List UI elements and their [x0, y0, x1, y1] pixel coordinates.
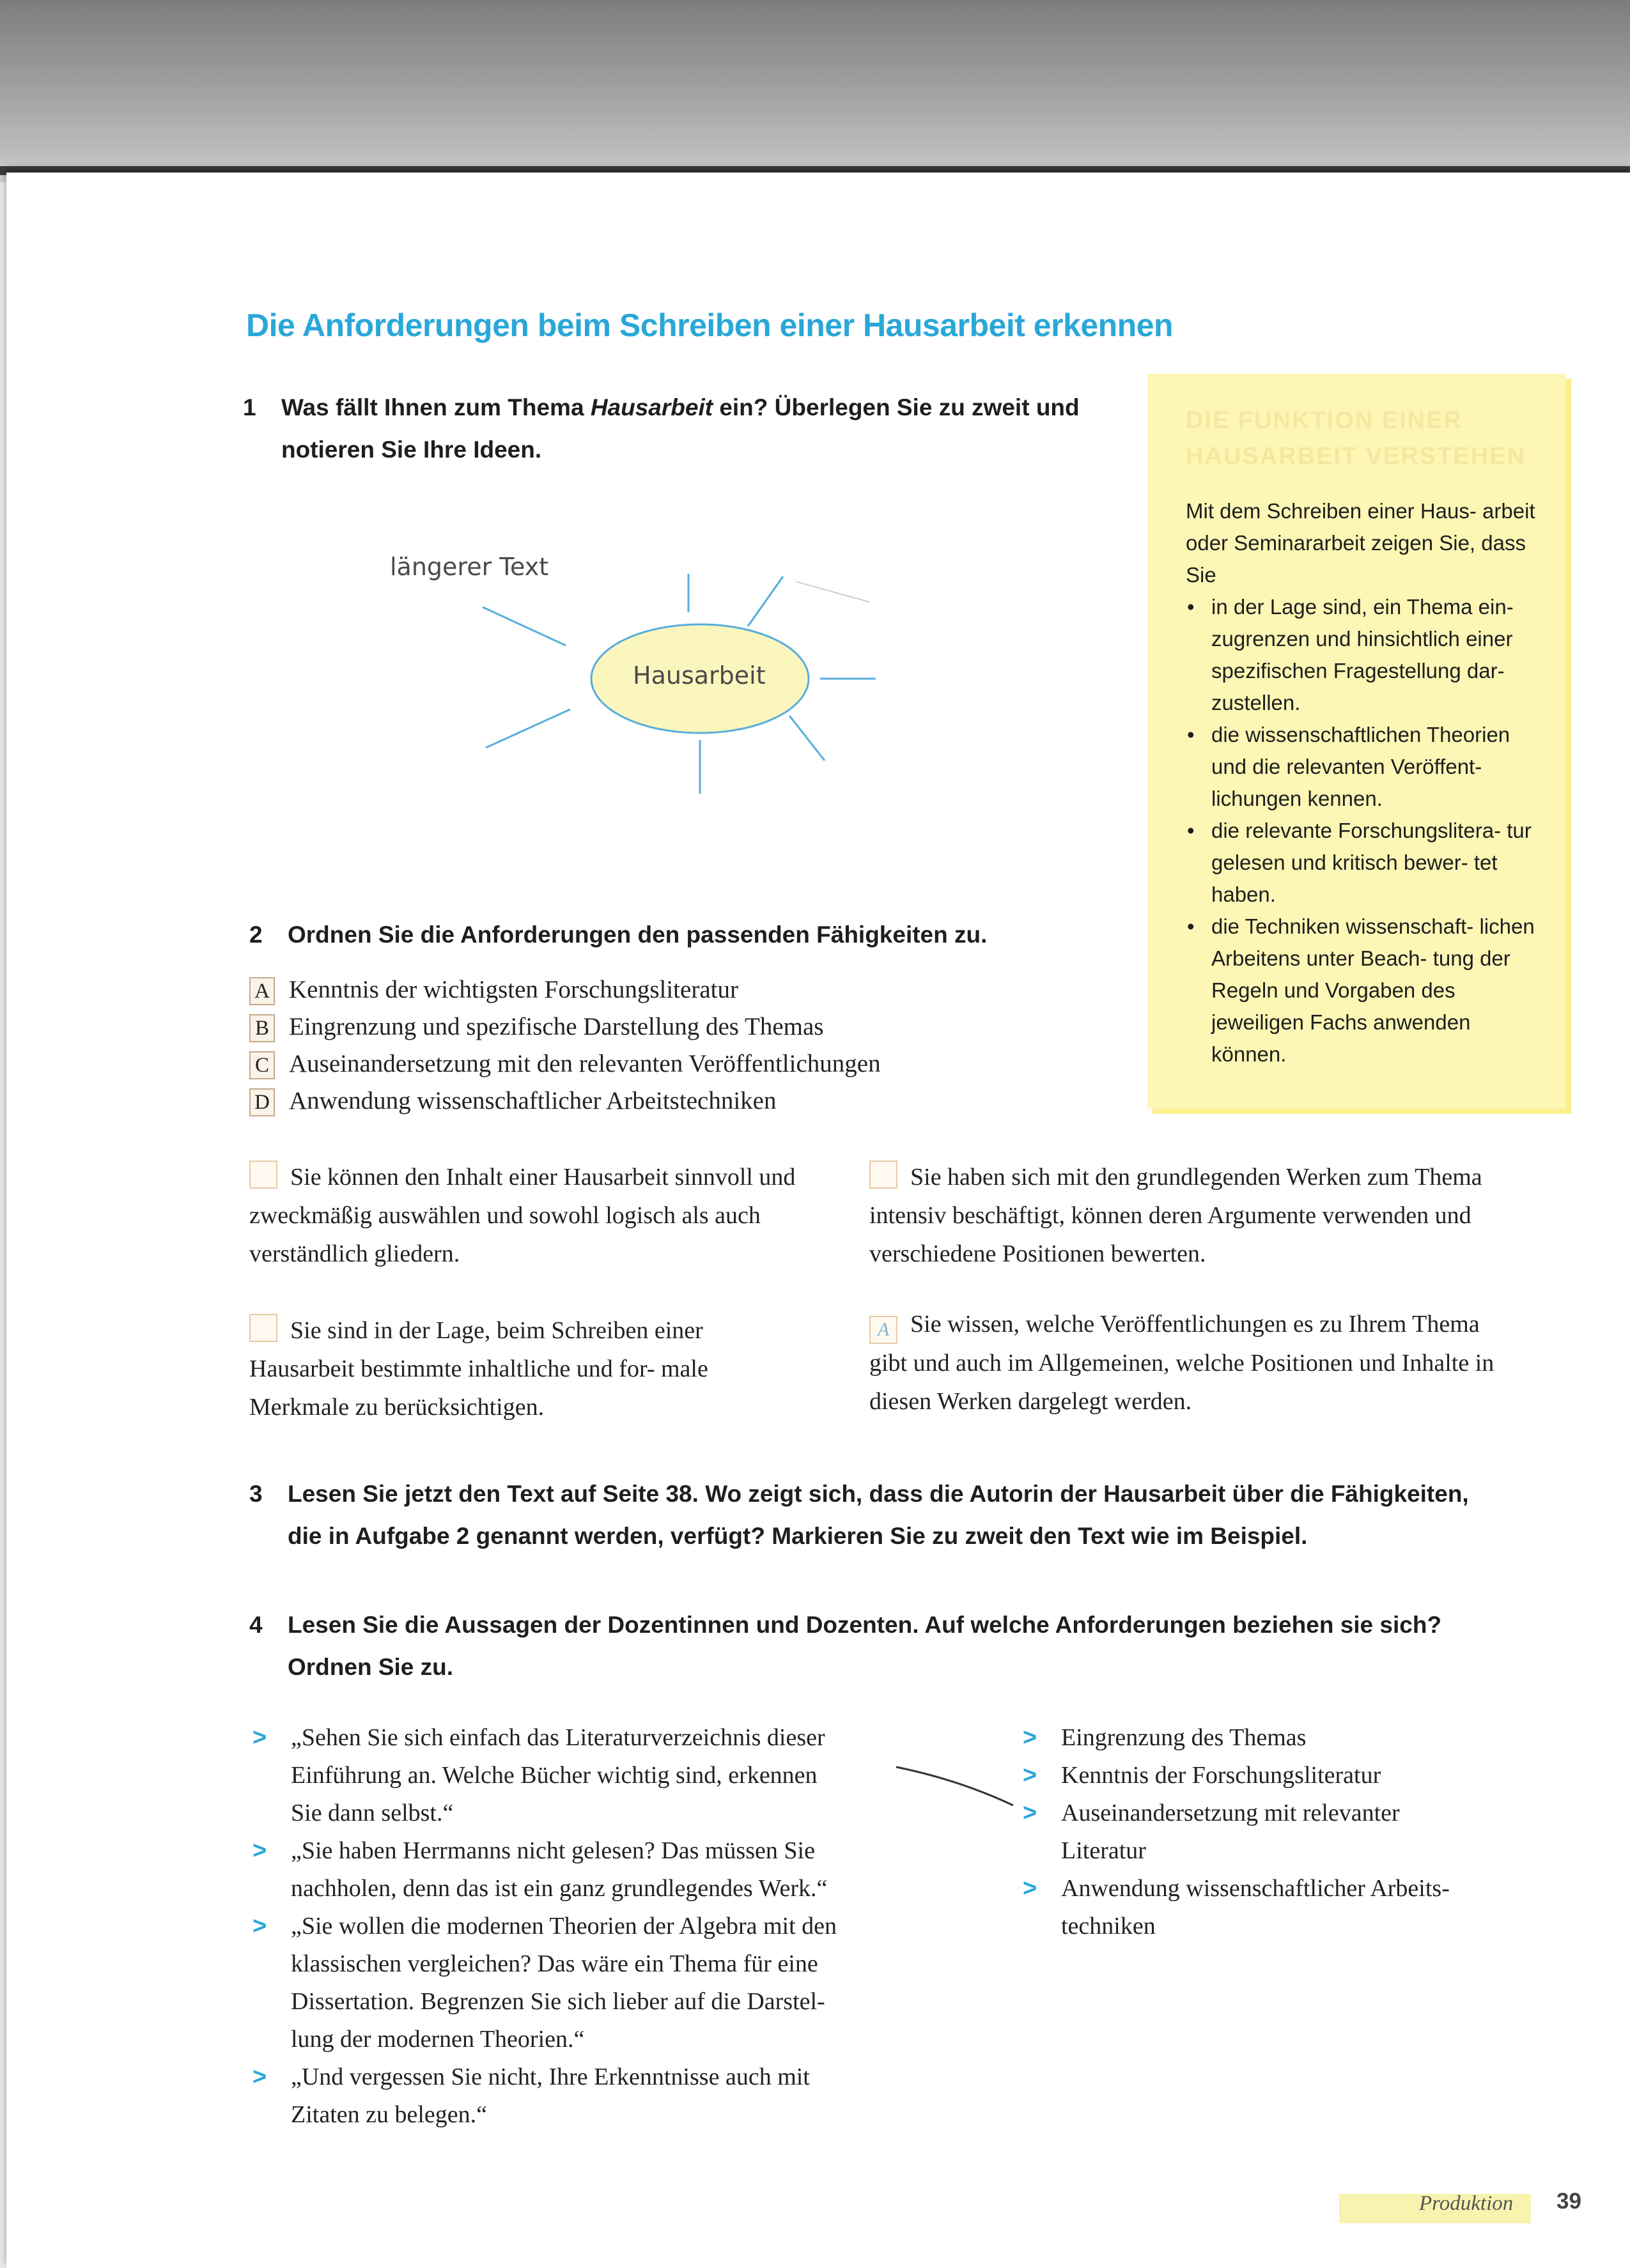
info-box-title: DIE FUNKTION EINER HAUSARBEIT VERSTEHEN [1186, 407, 1526, 470]
ability-item: Sie sind in der Lage, beim Schreiben einer Hausarbeit bestimmte inhaltliche und for- male Merkmale zu berücksichtigen. [249, 1311, 812, 1426]
requirement-item: C Auseinandersetzung mit den relevanten Veröffentlichungen [249, 1045, 881, 1083]
info-box [1147, 374, 1566, 1109]
answer-checkbox[interactable] [869, 1161, 897, 1189]
ability-item: Sie können den Inhalt einer Hausarbeit sinnvoll und zweckmäßig auswählen und sowohl logisch als auch verständlich gliedern. [249, 1158, 812, 1273]
mindmap-center-label: Hausarbeit [633, 661, 766, 690]
requirement-item: B Eingrenzung und spezifische Darstellung des Themas [249, 1008, 881, 1045]
task-4-line-2: Ordnen Sie zu. [288, 1654, 454, 1680]
task-1-line-1: Was fällt Ihnen zum Thema Hausarbeit ein? Überlegen Sie zu zweit und [281, 394, 1080, 420]
info-box-body [1186, 495, 1550, 1070]
task-3-line-2: die in Aufgabe 2 genannt werden, verfügt? Markieren Sie zu zweit den Text wie im Beispiel. [288, 1523, 1308, 1549]
target-item: > Anwendung wissenschaftlicher Arbeits- techniken [1061, 1870, 1547, 1945]
task-4 [249, 1604, 1566, 1688]
task-1-emphasis: Hausarbeit [590, 394, 713, 420]
info-box-bullet: • die relevante Forschungslitera- tur gelesen und kritisch bewer- tet haben. [1211, 815, 1550, 911]
chevron-right-icon: > [252, 1837, 267, 1864]
target-item: > Eingrenzung des Themas [1061, 1719, 1547, 1757]
answer-checkbox[interactable]: A [869, 1316, 897, 1344]
task-number: 4 [249, 1612, 263, 1638]
quote-list [252, 1719, 930, 2134]
quote-item: > „Sie haben Herrmanns nicht gelesen? Das müssen Sie nachholen, denn das ist ein ganz grundlegendes Werk.“ [291, 1832, 930, 1908]
requirement-list [249, 971, 881, 1120]
chevron-right-icon: > [1023, 1762, 1037, 1789]
chevron-right-icon: > [1023, 1800, 1037, 1826]
task-number: 1 [243, 394, 256, 420]
chevron-right-icon: > [252, 2064, 267, 2090]
requirement-letter: D [249, 1088, 275, 1116]
answer-checkbox[interactable] [249, 1314, 277, 1342]
ability-item: Sie haben sich mit den grundlegenden Werken zum Thema intensiv beschäftigt, können deren Argumente verwenden und verschiedene Positionen bewerten. [869, 1158, 1515, 1273]
target-item: > Auseinandersetzung mit relevanter Literatur [1061, 1794, 1547, 1870]
info-box-bullet: • in der Lage sind, ein Thema ein- zugrenzen und hinsichtlich einer spezifischen Fragestellung dar- zustellen. [1211, 591, 1550, 719]
target-list [1023, 1719, 1547, 1945]
chevron-right-icon: > [252, 1913, 267, 1940]
target-item: > Kenntnis der Forschungsliteratur [1061, 1757, 1547, 1794]
footer-section: Produktion [1419, 2192, 1514, 2215]
requirement-item: D Anwendung wissenschaftlicher Arbeitstechniken [249, 1083, 881, 1120]
task-3 [249, 1473, 1566, 1557]
quote-item: > „Sehen Sie sich einfach das Literaturverzeichnis dieser Einführung an. Welche Bücher wichtig sind, erkennen Sie dann selbst.“ [291, 1719, 930, 1832]
mindmap-note: längerer Text [390, 553, 549, 581]
task-number: 3 [249, 1481, 263, 1507]
task-1-line-2: notieren Sie Ihre Ideen. [281, 436, 542, 463]
info-box-bullet: • die wissenschaftlichen Theorien und die relevanten Veröffent- lichungen kennen. [1211, 719, 1550, 815]
example-connector [895, 1761, 1023, 1824]
requirement-item: A Kenntnis der wichtigsten Forschungsliteratur [249, 971, 881, 1008]
task-2-instruction: Ordnen Sie die Anforderungen den passenden Fähigkeiten zu. [288, 922, 988, 948]
chevron-right-icon: > [1023, 1724, 1037, 1751]
answer-checkbox[interactable] [249, 1161, 277, 1189]
info-box-list [1186, 591, 1550, 1070]
requirement-letter: B [249, 1014, 275, 1042]
requirement-letter: C [249, 1051, 275, 1079]
task-4-line-1: Lesen Sie die Aussagen der Dozentinnen und Dozenten. Auf welche Anforderungen beziehen sie sich? [288, 1612, 1442, 1638]
quote-item: > „Und vergessen Sie nicht, Ihre Erkenntnisse auch mit Zitaten zu belegen.“ [291, 2058, 930, 2134]
task-1 [243, 387, 1131, 471]
chevron-right-icon: > [252, 1724, 267, 1751]
scanner-shadow [0, 0, 1630, 182]
mindmap-faint-line [796, 582, 869, 602]
quote-item: > „Sie wollen die modernen Theorien der Algebra mit den klassischen vergleichen? Das wäre ein Thema für eine Dissertation. Begrenzen Sie sich lieber auf die Darstel- lung der modernen Theorien.“ [291, 1908, 930, 2058]
info-box-intro: Mit dem Schreiben einer Haus- arbeit oder Seminararbeit zeigen Sie, dass Sie [1186, 499, 1535, 587]
page-number: 39 [1556, 2189, 1581, 2214]
task-number: 2 [249, 922, 263, 948]
page-title: Die Anforderungen beim Schreiben einer Hausarbeit erkennen [246, 307, 1174, 343]
requirement-letter: A [249, 977, 275, 1005]
ability-item: A Sie wissen, welche Veröffentlichungen es zu Ihrem Thema gibt und auch im Allgemeinen, welche Positionen und Inhalte in diesen Werken dargelegt werden. [869, 1311, 1494, 1415]
chevron-right-icon: > [1023, 1875, 1037, 1902]
task-3-line-1: Lesen Sie jetzt den Text auf Seite 38. Wo zeigt sich, dass die Autorin der Hausarbeit über die Fähigkeiten, [288, 1481, 1469, 1507]
info-box-bullet: • die Techniken wissenschaft- lichen Arbeitens unter Beach- tung der Regeln und Vorgaben des jeweiligen Fachs anwenden können. [1211, 911, 1550, 1070]
task-2 [249, 914, 1119, 956]
